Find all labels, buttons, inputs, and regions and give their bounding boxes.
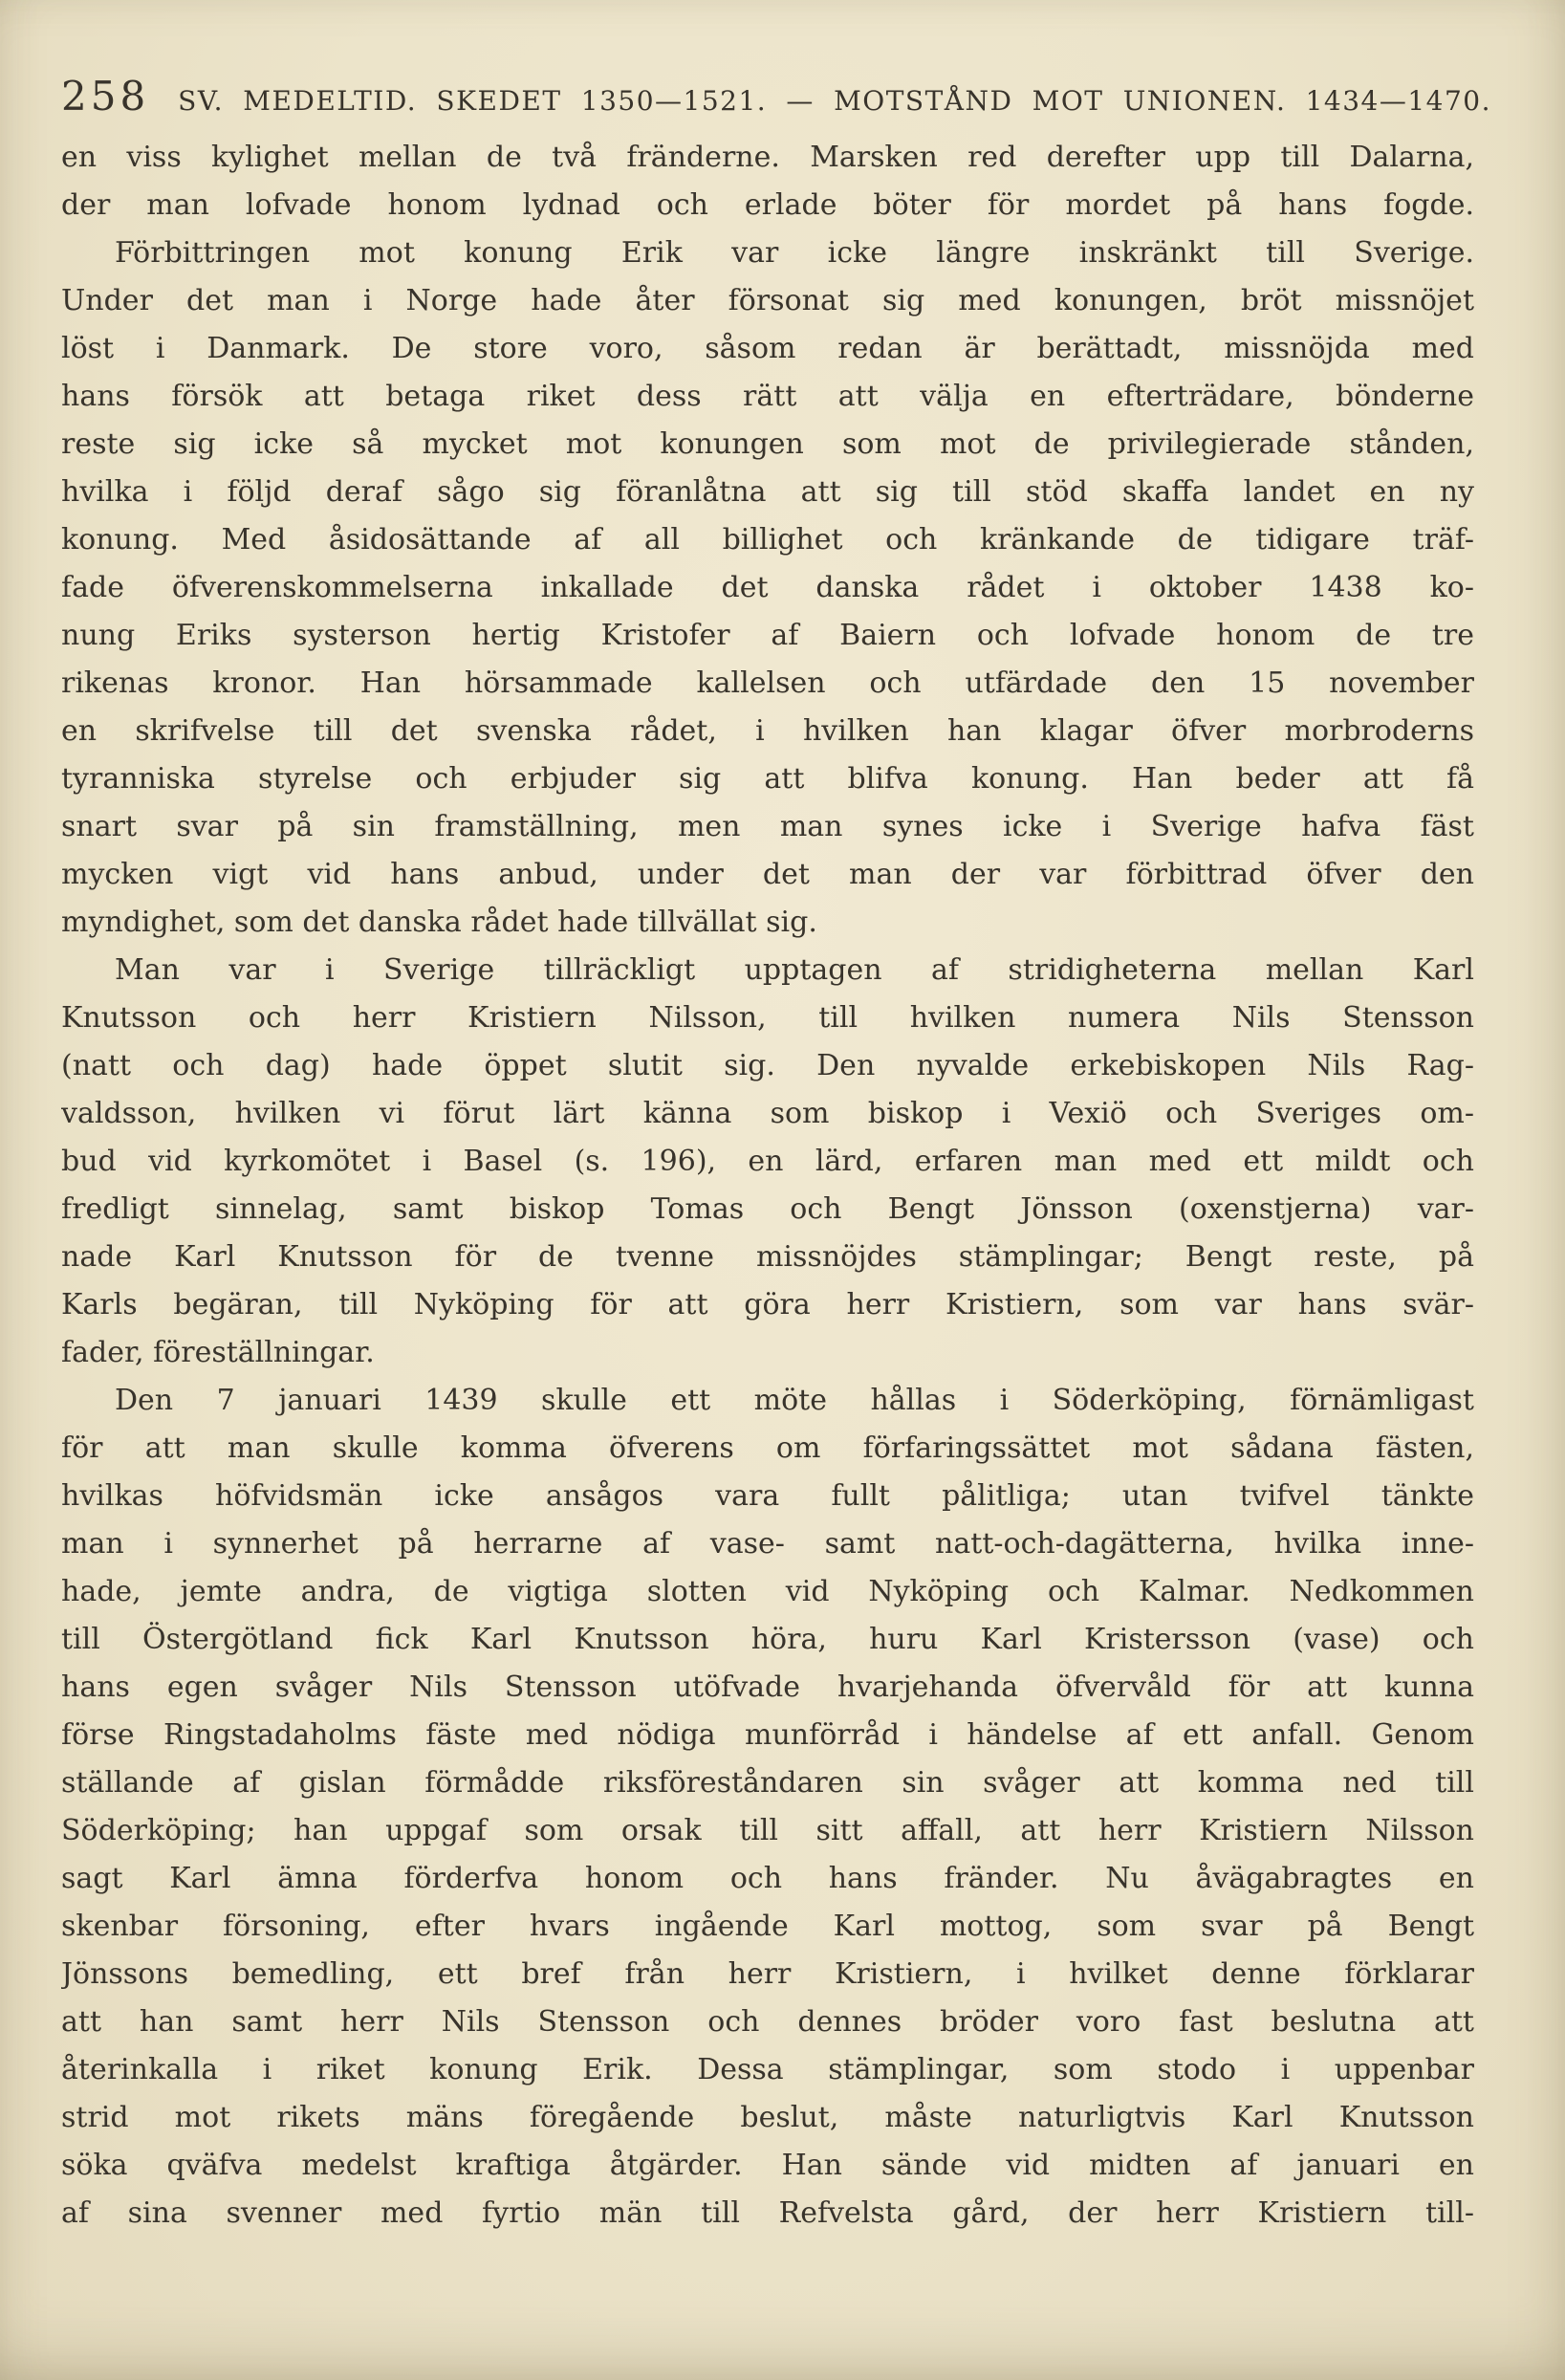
text-line: nade Karl Knutsson för de tvenne missnöjdes stämplingar; Bengt reste, på <box>61 1240 1474 1274</box>
page-body <box>61 134 1474 2238</box>
text-line: man i synnerhet på herrarne af vase- samt natt-och-dagätterna, hvilka inne- <box>61 1527 1474 1561</box>
text-line: hade, jemte andra, de vigtiga slotten vid Nyköping och Kalmar. Nedkommen <box>61 1575 1474 1608</box>
text-line: hvilkas höfvidsmän icke ansågos vara fullt pålitliga; utan tvifvel tänkte <box>61 1479 1474 1513</box>
text-line: återinkalla i riket konung Erik. Dessa stämplingar, som stodo i uppenbar <box>61 2053 1474 2086</box>
text-line: en viss kylighet mellan de två fränderne. Marsken red derefter upp till Dalarna, <box>61 141 1474 174</box>
text-line: förse Ringstadaholms fäste med nödiga munförråd i händelse af ett anfall. Genom <box>61 1718 1474 1752</box>
text-line: rikenas kronor. Han hörsammade kallelsen och utfärdade den 15 november <box>61 666 1474 700</box>
text-line: söka qväfva medelst kraftiga åtgärder. Han sände vid midten af januari en <box>61 2149 1474 2182</box>
text-line: Karls begäran, till Nyköping för att göra herr Kristiern, som var hans svär- <box>61 1288 1474 1321</box>
text-line: Jönssons bemedling, ett bref från herr Kristiern, i hvilket denne förklarar <box>61 1957 1474 1991</box>
text-line: skenbar försoning, efter hvars ingående Karl mottog, som svar på Bengt <box>61 1910 1474 1943</box>
text-line: mycken vigt vid hans anbud, under det man der var förbittrad öfver den <box>61 858 1474 891</box>
text-line: Söderköping; han uppgaf som orsak till sitt affall, att herr Kristiern Nilsson <box>61 1814 1474 1847</box>
text-line: Förbittringen mot konung Erik var icke längre inskränkt till Sverige. <box>115 236 1474 270</box>
text-line: hans försök att betaga riket dess rätt att välja en efterträdare, bönderne <box>61 380 1474 413</box>
text-line: för att man skulle komma öfverens om förfaringssättet mot sådana fästen, <box>61 1431 1474 1465</box>
text-line: en skrifvelse till det svenska rådet, i hvilken han klagar öfver morbroderns <box>61 714 1474 748</box>
page-number: 258 <box>61 73 150 120</box>
text-line: reste sig icke så mycket mot konungen som mot de privilegierade stånden, <box>61 427 1474 461</box>
text-line: myndighet, som det danska rådet hade tillvällat sig. <box>61 906 817 939</box>
text-line: af sina svenner med fyrtio män till Refvelsta gård, der herr Kristiern till- <box>61 2196 1474 2230</box>
text-line: fade öfverenskommelserna inkallade det danska rådet i oktober 1438 ko- <box>61 571 1474 604</box>
text-line: till Östergötland fick Karl Knutsson höra, huru Karl Kristersson (vase) och <box>61 1623 1474 1656</box>
text-line: fredligt sinnelag, samt biskop Tomas och Bengt Jönsson (oxenstjerna) var- <box>61 1192 1474 1226</box>
text-line: hvilka i följd deraf sågo sig föranlåtna att sig till stöd skaffa landet en ny <box>61 475 1474 509</box>
text-line: löst i Danmark. De store voro, såsom redan är berättadt, missnöjda med <box>61 332 1474 365</box>
text-line: (natt och dag) hade öppet slutit sig. Den nyvalde erkebiskopen Nils Rag- <box>61 1049 1474 1082</box>
text-line: snart svar på sin framställning, men man synes icke i Sverige hafva fäst <box>61 810 1474 843</box>
text-line: konung. Med åsidosättande af all billighet och kränkande de tidigare träf- <box>61 523 1474 557</box>
text-line: Under det man i Norge hade åter försonat sig med konungen, bröt missnöjet <box>61 284 1474 317</box>
text-line: strid mot rikets mäns föregående beslut, måste naturligtvis Karl Knutsson <box>61 2101 1474 2134</box>
text-line: att han samt herr Nils Stensson och dennes bröder voro fast beslutna att <box>61 2005 1474 2039</box>
text-line: bud vid kyrkomötet i Basel (s. 196), en lärd, erfaren man med ett mildt och <box>61 1145 1474 1178</box>
text-line: sagt Karl ämna förderfva honom och hans fränder. Nu åvägabragtes en <box>61 1862 1474 1895</box>
running-title: SV. MEDELTID. SKEDET 1350—1521. — MOTSTÅND MOT UNIONEN. 1434—1470. <box>178 85 1491 117</box>
text-line: Knutsson och herr Kristiern Nilsson, till hvilken numera Nils Stensson <box>61 1001 1474 1035</box>
text-line: Den 7 januari 1439 skulle ett möte hållas i Söderköping, förnämligast <box>115 1384 1474 1417</box>
text-line: fader, föreställningar. <box>61 1336 375 1369</box>
text-line: ställande af gislan förmådde riksföreståndaren sin svåger att komma ned till <box>61 1766 1474 1800</box>
text-line: hans egen svåger Nils Stensson utöfvade hvarjehanda öfvervåld för att kunna <box>61 1670 1474 1704</box>
text-line: Man var i Sverige tillräckligt upptagen af stridigheterna mellan Karl <box>115 953 1474 987</box>
text-line: tyranniska styrelse och erbjuder sig att blifva konung. Han beder att få <box>61 762 1474 796</box>
text-line: nung Eriks systerson hertig Kristofer af Baiern och lofvade honom de tre <box>61 619 1474 652</box>
text-line: valdsson, hvilken vi förut lärt känna som biskop i Vexiö och Sveriges om- <box>61 1097 1474 1130</box>
running-head <box>61 73 1491 120</box>
text-line: der man lofvade honom lydnad och erlade böter för mordet på hans fogde. <box>61 188 1474 222</box>
